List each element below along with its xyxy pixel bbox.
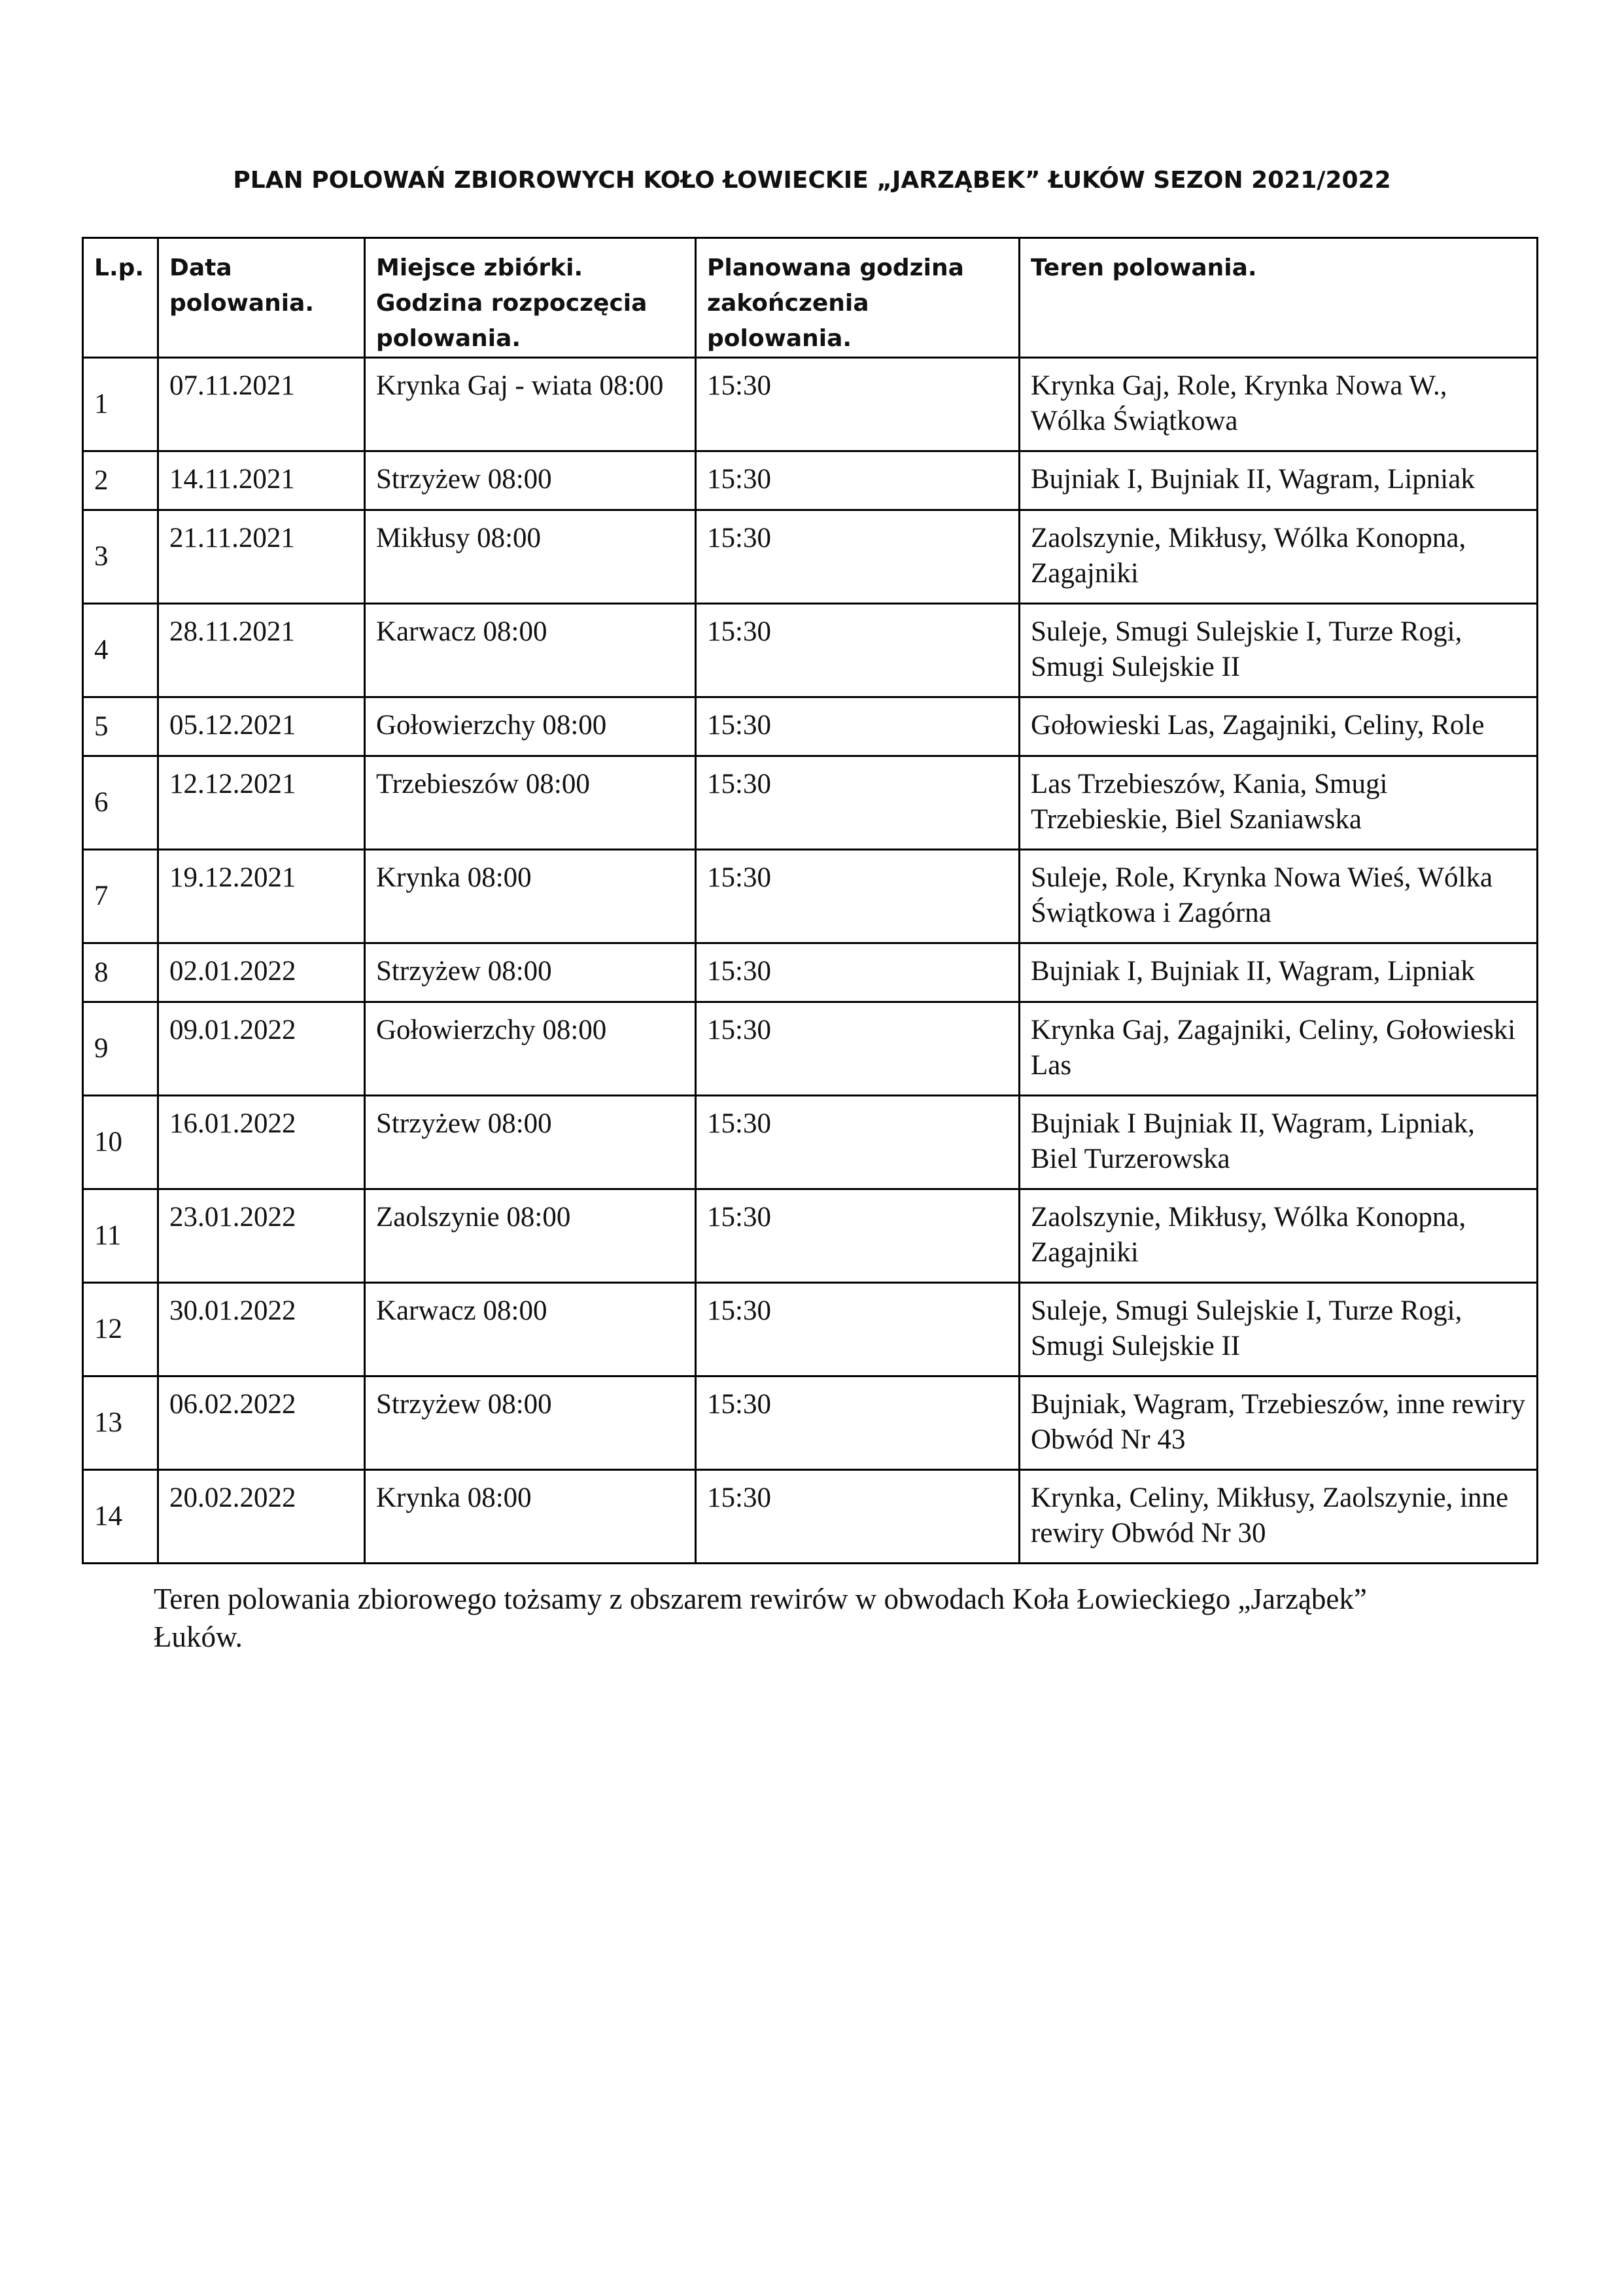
cell-place: Trzebieszów 08:00 <box>365 756 696 850</box>
table-row <box>83 1096 1538 1189</box>
table-header-row <box>83 238 1538 358</box>
table-row <box>83 1189 1538 1283</box>
cell-lp: 8 <box>83 943 158 1002</box>
cell-lp: 11 <box>83 1189 158 1283</box>
cell-place: Mikłusy 08:00 <box>365 510 696 604</box>
cell-date: 14.11.2021 <box>158 451 365 510</box>
cell-date: 16.01.2022 <box>158 1096 365 1189</box>
cell-place: Karwacz 08:00 <box>365 1283 696 1376</box>
cell-date: 07.11.2021 <box>158 358 365 451</box>
cell-date: 23.01.2022 <box>158 1189 365 1283</box>
cell-lp: 6 <box>83 756 158 850</box>
cell-place: Karwacz 08:00 <box>365 604 696 697</box>
cell-area: Suleje, Role, Krynka Nowa Wieś, Wólka Świątkowa i Zagórna <box>1020 850 1538 943</box>
cell-lp: 4 <box>83 604 158 697</box>
cell-lp: 3 <box>83 510 158 604</box>
header-lp: L.p. <box>83 238 158 358</box>
header-date: Data polowania. <box>158 238 365 358</box>
table-row <box>83 1376 1538 1470</box>
header-end-time: Planowana godzina zakończenia polowania. <box>696 238 1020 358</box>
cell-place: Gołowierzchy 08:00 <box>365 1002 696 1096</box>
cell-lp: 13 <box>83 1376 158 1470</box>
table-row <box>83 604 1538 697</box>
cell-date: 28.11.2021 <box>158 604 365 697</box>
cell-date: 30.01.2022 <box>158 1283 365 1376</box>
cell-area: Zaolszynie, Mikłusy, Wólka Konopna, Zagajniki <box>1020 510 1538 604</box>
cell-end-time: 15:30 <box>696 1002 1020 1096</box>
footnote: Teren polowania zbiorowego tożsamy z obszarem rewirów w obwodach Koła Łowieckiego „Jarząbek” Łuków. <box>154 1583 1367 1653</box>
cell-end-time: 15:30 <box>696 358 1020 451</box>
cell-area: Krynka, Celiny, Mikłusy, Zaolszynie, inne rewiry Obwód Nr 30 <box>1020 1470 1538 1564</box>
header-area: Teren polowania. <box>1020 238 1538 358</box>
table-row <box>83 697 1538 756</box>
cell-area: Zaolszynie, Mikłusy, Wólka Konopna, Zagajniki <box>1020 1189 1538 1283</box>
cell-end-time: 15:30 <box>696 943 1020 1002</box>
cell-area: Las Trzebieszów, Kania, Smugi Trzebieskie, Biel Szaniawska <box>1020 756 1538 850</box>
cell-end-time: 15:30 <box>696 756 1020 850</box>
table-row <box>83 451 1538 510</box>
table-row <box>83 1002 1538 1096</box>
cell-date: 02.01.2022 <box>158 943 365 1002</box>
cell-end-time: 15:30 <box>696 1283 1020 1376</box>
cell-place: Gołowierzchy 08:00 <box>365 697 696 756</box>
cell-end-time: 15:30 <box>696 850 1020 943</box>
cell-lp: 7 <box>83 850 158 943</box>
cell-end-time: 15:30 <box>696 1470 1020 1564</box>
cell-area: Krynka Gaj, Zagajniki, Celiny, Gołowieski Las <box>1020 1002 1538 1096</box>
cell-end-time: 15:30 <box>696 510 1020 604</box>
table-row <box>83 1470 1538 1564</box>
cell-place: Zaolszynie 08:00 <box>365 1189 696 1283</box>
cell-area: Krynka Gaj, Role, Krynka Nowa W., Wólka Świątkowa <box>1020 358 1538 451</box>
cell-end-time: 15:30 <box>696 451 1020 510</box>
hunting-schedule-table <box>82 237 1538 1564</box>
cell-lp: 12 <box>83 1283 158 1376</box>
cell-date: 09.01.2022 <box>158 1002 365 1096</box>
cell-lp: 10 <box>83 1096 158 1189</box>
cell-date: 12.12.2021 <box>158 756 365 850</box>
cell-place: Strzyżew 08:00 <box>365 943 696 1002</box>
cell-area: Gołowieski Las, Zagajniki, Celiny, Role <box>1020 697 1538 756</box>
cell-date: 05.12.2021 <box>158 697 365 756</box>
cell-end-time: 15:30 <box>696 697 1020 756</box>
page-title: PLAN POLOWAŃ ZBIOROWYCH KOŁO ŁOWIECKIE „JARZĄBEK” ŁUKÓW SEZON 2021/2022 <box>233 167 1391 194</box>
cell-date: 20.02.2022 <box>158 1470 365 1564</box>
cell-area: Bujniak I, Bujniak II, Wagram, Lipniak <box>1020 943 1538 1002</box>
cell-area: Bujniak I, Bujniak II, Wagram, Lipniak <box>1020 451 1538 510</box>
cell-area: Suleje, Smugi Sulejskie I, Turze Rogi, Smugi Sulejskie II <box>1020 604 1538 697</box>
cell-place: Krynka Gaj - wiata 08:00 <box>365 358 696 451</box>
table-row <box>83 850 1538 943</box>
table-row <box>83 1283 1538 1376</box>
table-row <box>83 358 1538 451</box>
cell-area: Bujniak I Bujniak II, Wagram, Lipniak, Biel Turzerowska <box>1020 1096 1538 1189</box>
cell-lp: 2 <box>83 451 158 510</box>
cell-area: Bujniak, Wagram, Trzebieszów, inne rewiry Obwód Nr 43 <box>1020 1376 1538 1470</box>
cell-lp: 14 <box>83 1470 158 1564</box>
cell-end-time: 15:30 <box>696 1096 1020 1189</box>
cell-lp: 1 <box>83 358 158 451</box>
cell-place: Strzyżew 08:00 <box>365 451 696 510</box>
cell-area: Suleje, Smugi Sulejskie I, Turze Rogi, Smugi Sulejskie II <box>1020 1283 1538 1376</box>
cell-end-time: 15:30 <box>696 604 1020 697</box>
table-row <box>83 756 1538 850</box>
cell-place: Strzyżew 08:00 <box>365 1096 696 1189</box>
table-row <box>83 943 1538 1002</box>
cell-place: Krynka 08:00 <box>365 1470 696 1564</box>
cell-lp: 5 <box>83 697 158 756</box>
cell-place: Strzyżew 08:00 <box>365 1376 696 1470</box>
cell-end-time: 15:30 <box>696 1189 1020 1283</box>
cell-place: Krynka 08:00 <box>365 850 696 943</box>
cell-lp: 9 <box>83 1002 158 1096</box>
cell-end-time: 15:30 <box>696 1376 1020 1470</box>
header-place: Miejsce zbiórki. Godzina rozpoczęcia polowania. <box>365 238 696 358</box>
cell-date: 21.11.2021 <box>158 510 365 604</box>
cell-date: 06.02.2022 <box>158 1376 365 1470</box>
cell-date: 19.12.2021 <box>158 850 365 943</box>
table-row <box>83 510 1538 604</box>
